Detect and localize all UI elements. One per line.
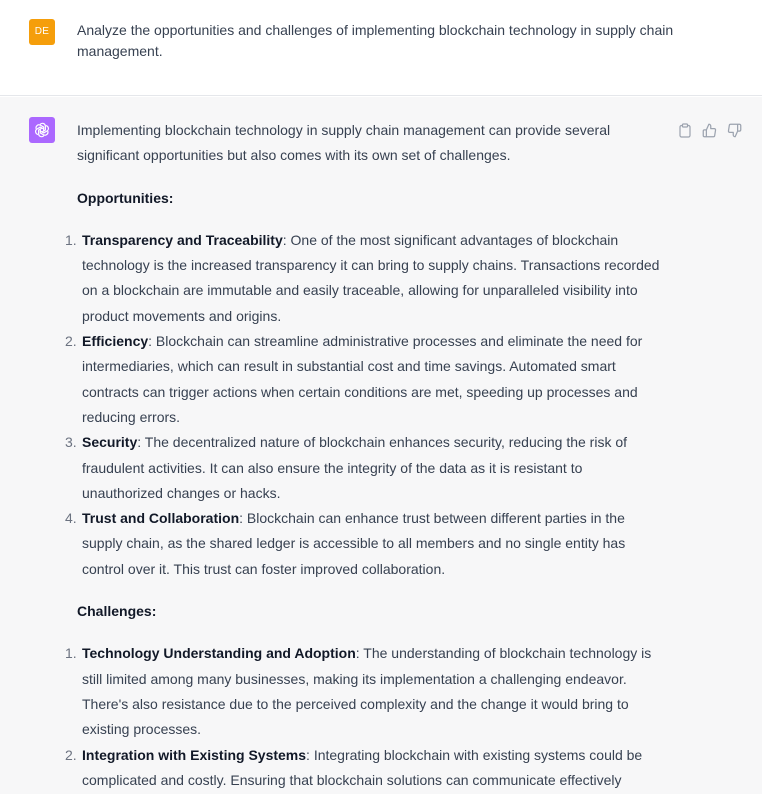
item-text: : One of the most significant advantages of blockchain technology is the increased transparency it can bring to supply chains. Transactions recorded on a blockchain are immutable and easily traceable, allowing for unparalleled visibility into product movements and origins. [82,231,660,324]
assistant-message [0,97,762,794]
item-title: Integration with Existing Systems [82,746,307,763]
list-number: 4. [65,510,77,527]
dislike-button[interactable] [725,121,744,140]
intro-paragraph: Implementing blockchain technology in supply chain management can provide several significant opportunities but also comes with its own set of challenges. [77,122,611,164]
item-title: Trust and Collaboration [82,510,240,527]
user-avatar: DE [29,19,55,45]
like-button[interactable] [700,121,719,140]
item-text: : Integrating blockchain with existing systems could be complicated and costly. Ensuring that blockchain solutions can communicate effectively [82,746,643,788]
item-title: Efficiency [82,333,149,350]
assistant-message-content [65,118,667,793]
assistant-avatar [29,117,55,143]
opportunities-heading: Opportunities: [77,189,174,206]
user-message [0,0,762,96]
copy-button[interactable] [675,121,694,140]
openai-logo-icon [33,121,51,139]
challenges-heading: Challenges: [77,603,157,620]
list-item [65,430,667,506]
thumbs-down-icon [727,123,742,138]
list-number: 1. [65,645,77,662]
list-item [65,641,667,742]
list-number: 2. [65,333,77,350]
user-message-text: Analyze the opportunities and challenges of implementing blockchain technology in supply chain management. [77,22,674,59]
list-item [65,743,667,794]
item-text: : The understanding of blockchain technology is still limited among many businesses, making its implementation a challenging endeavor. There's also resistance due to the perceived complexity and the change it would bring to existing processes. [82,645,652,738]
list-item [65,228,667,329]
item-text: : The decentralized nature of blockchain enhances security, reducing the risk of fraudulent activities. It can also ensure the integrity of the data as it is resistant to unauthorized changes or hacks. [82,434,628,501]
list-number: 1. [65,231,77,248]
opportunities-list [65,228,667,582]
item-title: Security [82,434,138,451]
item-title: Technology Understanding and Adoption [82,645,356,662]
challenges-list [65,641,667,793]
list-item [65,329,667,430]
item-text: : Blockchain can streamline administrative processes and eliminate the need for intermediaries, which can result in substantial cost and time savings. Automated smart contracts can trigger actions when certain conditions are met, speeding up processes and reducing errors. [82,333,643,425]
item-title: Transparency and Traceability [82,231,283,248]
list-number: 3. [65,434,77,451]
item-text: : Blockchain can enhance trust between different parties in the supply chain, as the shared ledger is accessible to all members and no single entity has control over it. This trust can foster improved collaboration. [82,510,626,577]
list-item [65,506,667,582]
clipboard-icon [678,123,692,138]
thumbs-up-icon [702,123,717,138]
list-number: 2. [65,746,77,763]
message-actions [675,121,744,140]
